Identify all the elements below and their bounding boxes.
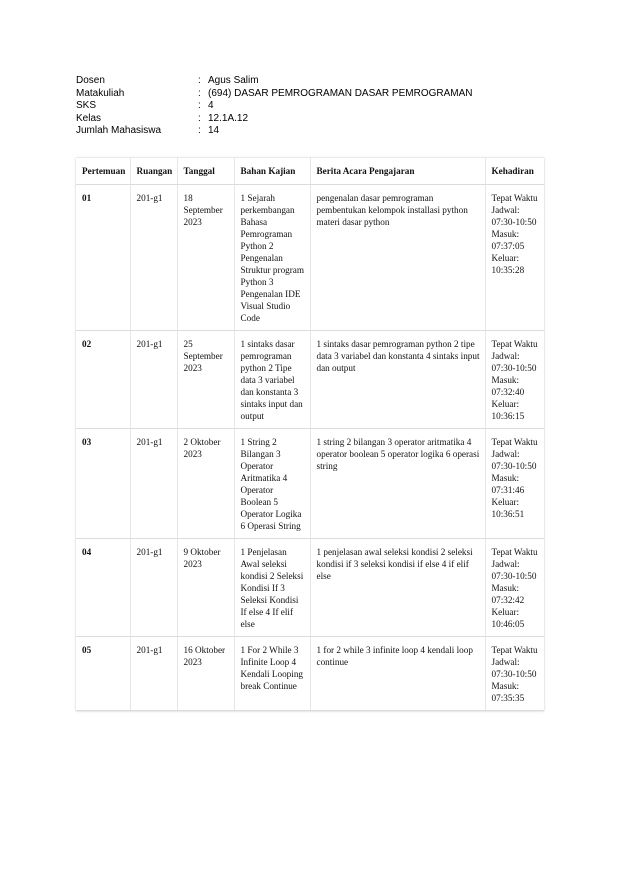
- cell-kehadiran: Tepat Waktu Jadwal: 07:30-10:50 Masuk: 07:32:42 Keluar: 10:46:05: [485, 539, 544, 637]
- info-colon: :: [198, 75, 201, 86]
- info-value: (694) DASAR PEMROGRAMAN DASAR PEMROGRAMAN: [208, 87, 473, 99]
- cell-ruangan: 201-g1: [130, 185, 177, 331]
- cell-tanggal: 18 September 2023: [177, 185, 234, 331]
- info-label: Matakuliah: [76, 87, 125, 99]
- header-bahan-kajian: Bahan Kajian: [234, 158, 310, 185]
- cell-tanggal: 25 September 2023: [177, 331, 234, 429]
- cell-kehadiran: Tepat Waktu Jadwal: 07:30-10:50 Masuk: 07:35:35: [485, 637, 544, 711]
- info-row: [76, 100, 473, 113]
- meeting-table: [76, 158, 544, 711]
- course-info: [76, 75, 473, 138]
- info-value: Agus Salim: [208, 75, 259, 86]
- cell-tanggal: 16 Oktober 2023: [177, 637, 234, 711]
- cell-kehadiran: Tepat Waktu Jadwal: 07:30-10:50 Masuk: 07:32:40 Keluar: 10:36:15: [485, 331, 544, 429]
- cell-ruangan: 201-g1: [130, 637, 177, 711]
- info-colon: :: [198, 112, 201, 124]
- info-label: Jumlah Mahasiswa: [76, 125, 162, 137]
- table-row: [76, 429, 544, 539]
- cell-bahan-kajian: 1 sintaks dasar pemrograman python 2 Tipe data 3 variabel dan konstanta 3 sintaks input dan output: [234, 331, 310, 429]
- cell-tanggal: 2 Oktober 2023: [177, 429, 234, 539]
- header-kehadiran: Kehadiran: [485, 158, 544, 185]
- cell-berita-acara: 1 sintaks dasar pemrograman python 2 tipe data 3 variabel dan konstanta 4 sintaks input dan output: [310, 331, 485, 429]
- header-ruangan: Ruangan: [130, 158, 177, 185]
- cell-pertemuan: 05: [76, 637, 130, 711]
- info-row: [76, 113, 473, 126]
- cell-kehadiran: Tepat Waktu Jadwal: 07:30-10:50 Masuk: 07:37:05 Keluar: 10:35:28: [485, 185, 544, 331]
- table-body: [76, 185, 544, 711]
- info-row: [76, 88, 473, 101]
- table-header: [76, 158, 544, 185]
- cell-tanggal: 9 Oktober 2023: [177, 539, 234, 637]
- cell-bahan-kajian: 1 String 2 Bilangan 3 Operator Aritmatika 4 Operator Boolean 5 Operator Logika 6 Operasi String: [234, 429, 310, 539]
- cell-bahan-kajian: 1 For 2 While 3 Infinite Loop 4 Kendali Looping break Continue: [234, 637, 310, 711]
- cell-ruangan: 201-g1: [130, 331, 177, 429]
- info-value: 12.1A.12: [208, 112, 249, 124]
- header-row: [76, 158, 544, 185]
- cell-ruangan: 201-g1: [130, 539, 177, 637]
- cell-pertemuan: 02: [76, 331, 130, 429]
- header-berita-acara: Berita Acara Pengajaran: [310, 158, 485, 185]
- cell-berita-acara: 1 string 2 bilangan 3 operator aritmatika 4 operator boolean 5 operator logika 6 operasi string: [310, 429, 485, 539]
- table-row: [76, 637, 544, 711]
- info-colon: :: [198, 125, 201, 137]
- cell-ruangan: 201-g1: [130, 429, 177, 539]
- info-value: 14: [208, 125, 220, 137]
- cell-pertemuan: 03: [76, 429, 130, 539]
- info-label: SKS: [76, 100, 97, 112]
- info-colon: :: [198, 100, 201, 112]
- info-row: [76, 75, 473, 88]
- info-label: Dosen: [76, 75, 105, 86]
- cell-kehadiran: Tepat Waktu Jadwal: 07:30-10:50 Masuk: 07:31:46 Keluar: 10:36:51: [485, 429, 544, 539]
- cell-pertemuan: 01: [76, 185, 130, 331]
- header-pertemuan: Pertemuan: [76, 158, 130, 185]
- cell-berita-acara: 1 for 2 while 3 infinite loop 4 kendali loop continue: [310, 637, 485, 711]
- table-row: [76, 539, 544, 637]
- cell-berita-acara: pengenalan dasar pemrograman pembentukan kelompok installasi python materi dasar python: [310, 185, 485, 331]
- cell-pertemuan: 04: [76, 539, 130, 637]
- info-colon: :: [198, 87, 201, 99]
- table-row: [76, 331, 544, 429]
- info-label: Kelas: [76, 112, 102, 124]
- cell-bahan-kajian: 1 Sejarah perkembangan Bahasa Pemrograman Python 2 Pengenalan Struktur program Python 3 Pengenalan IDE Visual Studio Code: [234, 185, 310, 331]
- table-row: [76, 185, 544, 331]
- header-tanggal: Tanggal: [177, 158, 234, 185]
- cell-bahan-kajian: 1 Penjelasan Awal seleksi kondisi 2 Seleksi Kondisi If 3 Seleksi Kondisi If else 4 If elif else: [234, 539, 310, 637]
- info-row: [76, 125, 473, 138]
- info-value: 4: [208, 100, 214, 112]
- cell-berita-acara: 1 penjelasan awal seleksi kondisi 2 seleksi kondisi if 3 seleksi kondisi if else 4 if elif else: [310, 539, 485, 637]
